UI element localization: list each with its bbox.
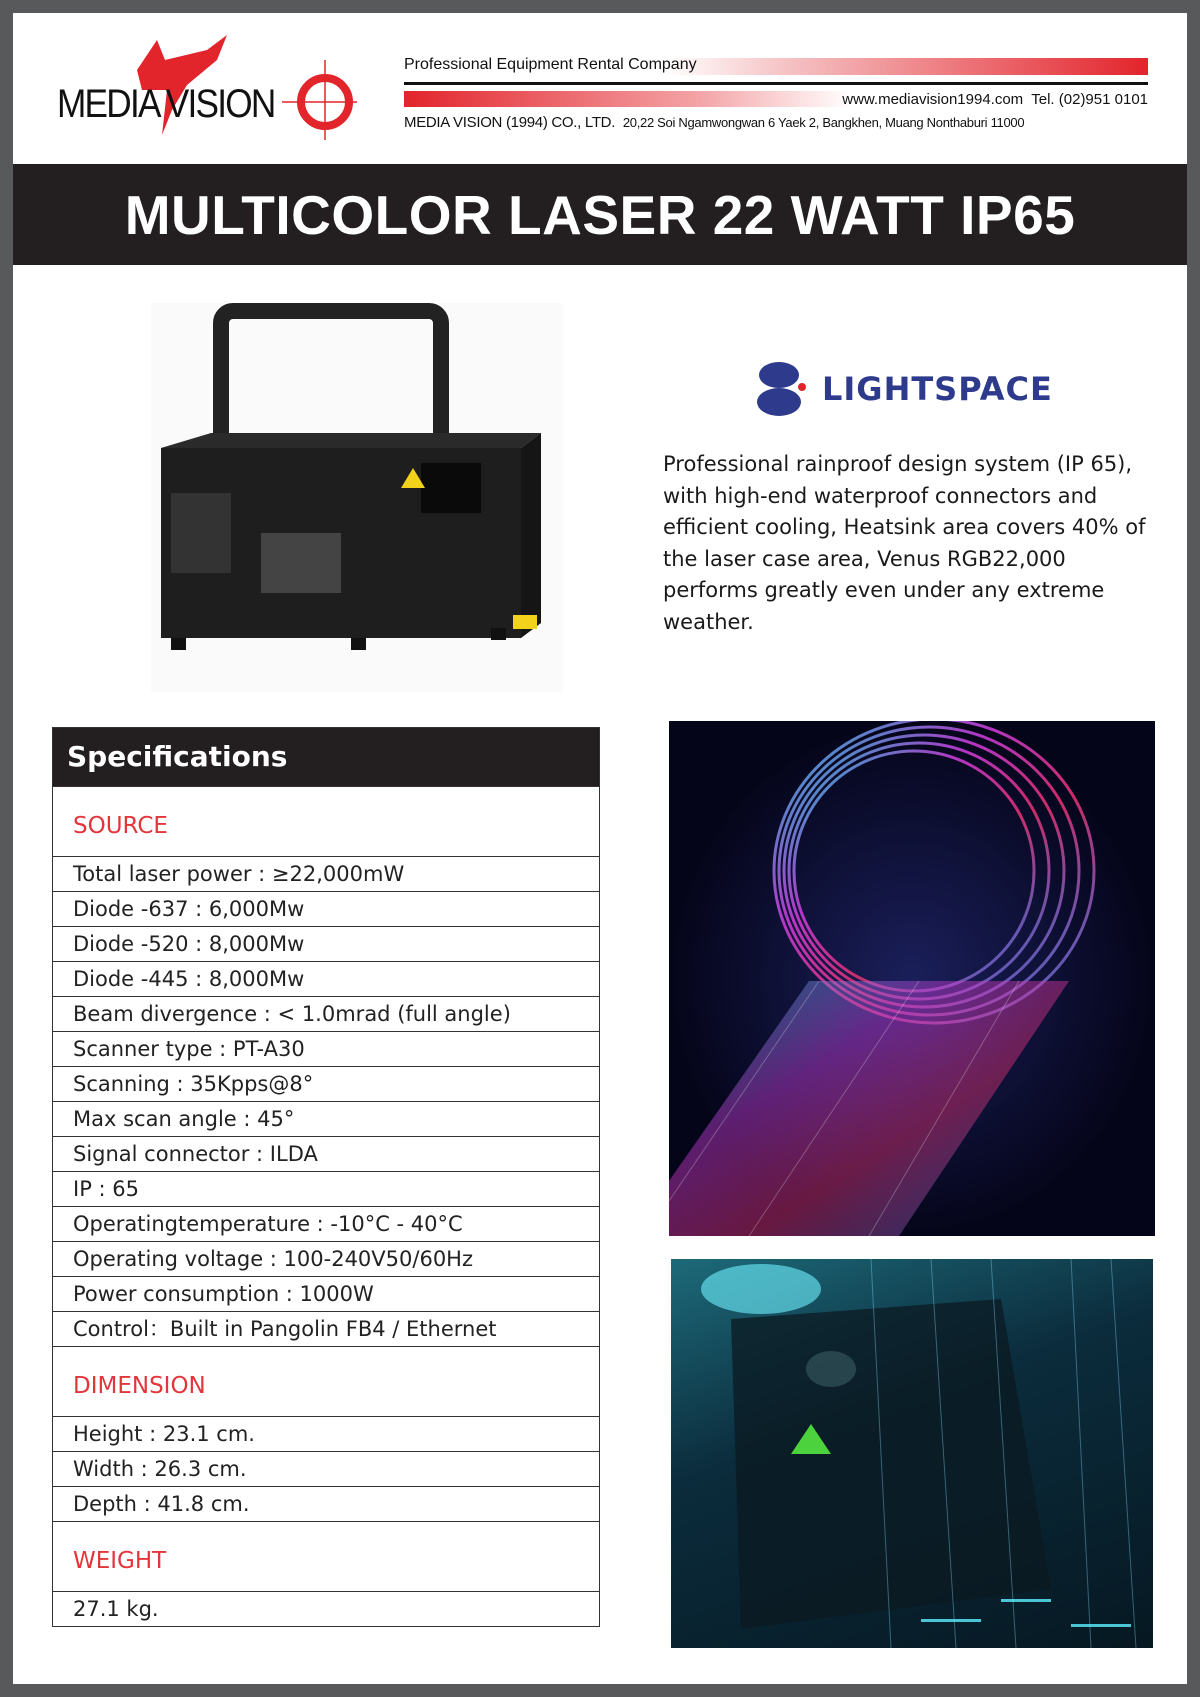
- specifications-heading: Specifications: [53, 728, 599, 786]
- lightspace-logo: [754, 360, 1055, 417]
- spec-row: Beam divergence : < 1.0mrad (full angle): [53, 996, 599, 1031]
- tagline-bar: [404, 58, 1148, 75]
- spec-row: Diode -520 : 8,000Mw: [53, 926, 599, 961]
- spec-row: IP : 65: [53, 1171, 599, 1206]
- divider: [404, 82, 1148, 85]
- product-description: [663, 449, 1163, 638]
- description-line: Professional rainproof design system (IP 65),: [663, 452, 1133, 476]
- section-source: SOURCE: [53, 786, 599, 856]
- rain-test-photo: [671, 1259, 1153, 1648]
- address-line: [404, 114, 1024, 131]
- spec-row: Diode -637 : 6,000Mw: [53, 891, 599, 926]
- spec-row: Power consumption : 1000W: [53, 1276, 599, 1311]
- brand-name: LIGHTSPACE: [822, 370, 1053, 408]
- spec-row: Width : 26.3 cm.: [53, 1451, 599, 1486]
- section-dimension: DIMENSION: [53, 1346, 599, 1416]
- description-line: efficient cooling, Heatsink area covers 40% of: [663, 515, 1146, 539]
- spec-row: Scanning : 35Kpps@8°: [53, 1066, 599, 1101]
- spec-row: Depth : 41.8 cm.: [53, 1486, 599, 1521]
- title-bar: [13, 164, 1187, 265]
- spec-row: Scanner type : PT-A30: [53, 1031, 599, 1066]
- page-title: MULTICOLOR LASER 22 WATT IP65: [124, 183, 1076, 246]
- laser-tunnel-photo: [669, 721, 1155, 1236]
- section-weight: WEIGHT: [53, 1521, 599, 1591]
- product-image: [151, 303, 563, 692]
- company-name: MEDIA VISION (1994) CO., LTD.: [404, 114, 616, 131]
- description-line: with high-end waterproof connectors and: [663, 483, 1098, 508]
- telephone: Tel. (02)951 0101: [1031, 91, 1148, 108]
- media-vision-logo: [57, 30, 357, 140]
- contact-line: [842, 91, 1148, 108]
- description-line: performs greatly even under any extreme: [663, 578, 1105, 602]
- website-link[interactable]: www.mediavision1994.com: [842, 91, 1024, 108]
- tagline: Professional Equipment Rental Company: [404, 56, 697, 73]
- spec-row: Max scan angle : 45°: [53, 1101, 599, 1136]
- spec-row: Signal connector : ILDA: [53, 1136, 599, 1171]
- spec-sheet-page: [13, 13, 1187, 1684]
- spec-row: Control：Built in Pangolin FB4 / Ethernet: [53, 1311, 599, 1346]
- specifications-table: [52, 727, 600, 1627]
- spec-row: Height : 23.1 cm.: [53, 1416, 599, 1451]
- spec-row: Total laser power : ≥22,000mW: [53, 856, 599, 891]
- logo-text: MEDIA VISION: [57, 82, 275, 126]
- spec-row: Operatingtemperature : -10°C - 40°C: [53, 1206, 599, 1241]
- spec-row: Operating voltage : 100-240V50/60Hz: [53, 1241, 599, 1276]
- spec-row: Diode -445 : 8,000Mw: [53, 961, 599, 996]
- address: 20,22 Soi Ngamwongwan 6 Yaek 2, Bangkhen, Muang Nonthaburi 11000: [622, 115, 1025, 130]
- description-line: weather.: [663, 609, 754, 634]
- description-line: the laser case area, Venus RGB22,000: [663, 546, 1066, 571]
- spec-row: 27.1 kg.: [53, 1591, 599, 1626]
- lightspace-emblem-icon: [754, 360, 814, 417]
